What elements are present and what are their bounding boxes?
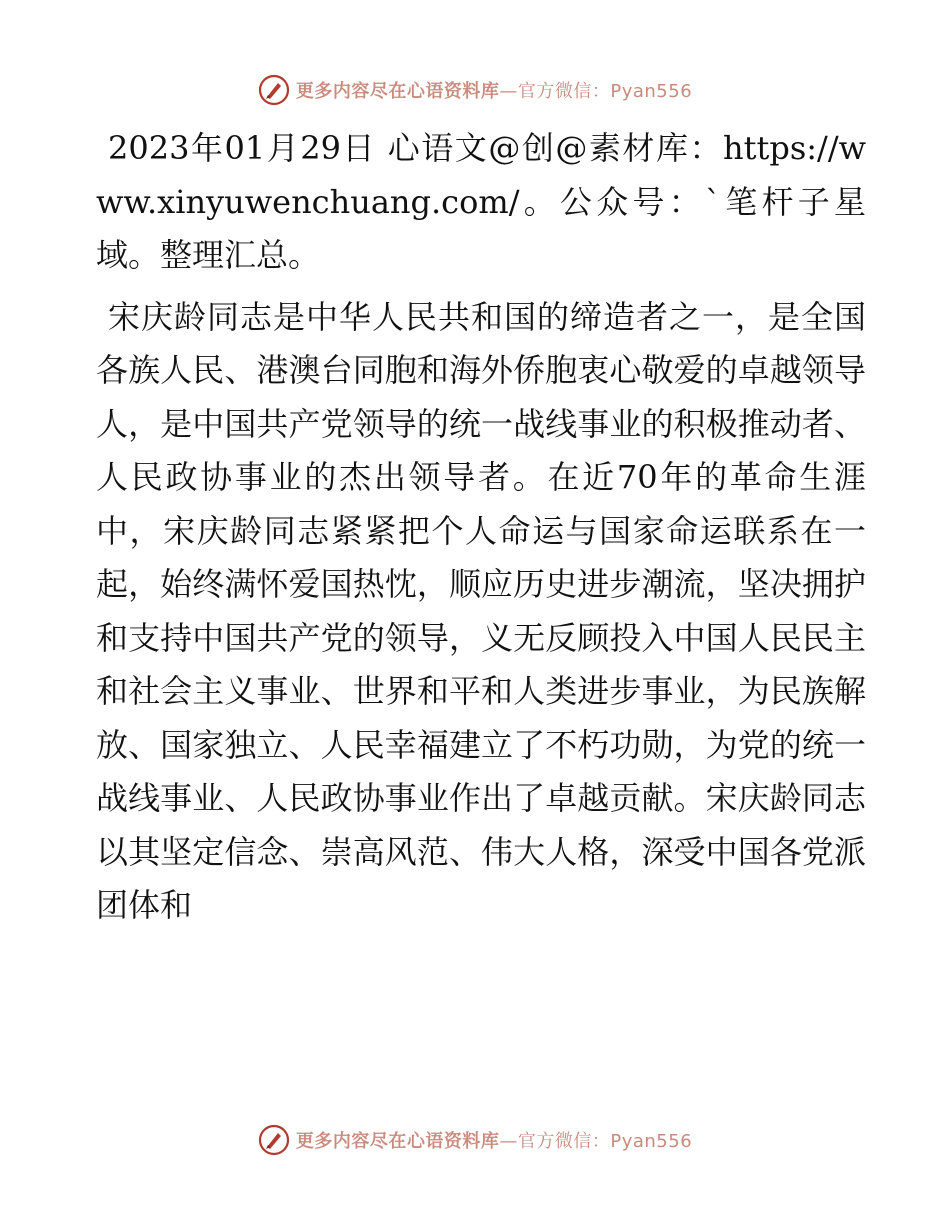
- banner-main-text: 更多内容尽在心语资料库: [295, 1131, 500, 1152]
- footer-banner-text: [296, 1127, 692, 1153]
- body-paragraph: 宋庆龄同志是中华人民共和国的缔造者之一，是全国各族人民、港澳台同胞和海外侨胞衷心敬爱的卓越领导人，是中国共产党领导的统一战线事业的积极推动者、人民政协事业的杰出领导者。在近70年的革命生涯中，宋庆龄同志紧紧把个人命运与国家命运联系在一起，始终满怀爱国热忱，顺应历史进步潮流，坚决拥护和支持中国共产党的领导，义无反顾投入中国人民民主和社会主义事业、世界和平和人类进步事业，为民族解放、国家独立、人民幸福建立了不朽功勋，为党的统一战线事业、人民政协事业作出了卓越贡献。宋庆龄同志以其坚定信念、崇高风范、伟大人格，深受中国各党派团体和: [96, 297, 866, 924]
- banner-wechat-text: 官方微信：Pyan556: [517, 81, 693, 102]
- quill-logo-icon: [258, 74, 290, 106]
- banner-separator: —: [499, 81, 518, 102]
- banner-wechat-text: 官方微信：Pyan556: [517, 1131, 693, 1152]
- footer-banner: [0, 1120, 950, 1160]
- header-banner-text: [296, 77, 692, 103]
- quill-logo-icon: [258, 1124, 290, 1156]
- header-banner: [0, 70, 950, 110]
- banner-separator: —: [499, 1131, 518, 1152]
- intro-paragraph: 2023年01月29日 心语文@创@素材库：https://www.xinyuwenchuang.com/。公众号：`笔杆子星域。整理汇总。: [96, 129, 866, 274]
- banner-main-text: 更多内容尽在心语资料库: [295, 81, 500, 102]
- document-body: [96, 122, 866, 933]
